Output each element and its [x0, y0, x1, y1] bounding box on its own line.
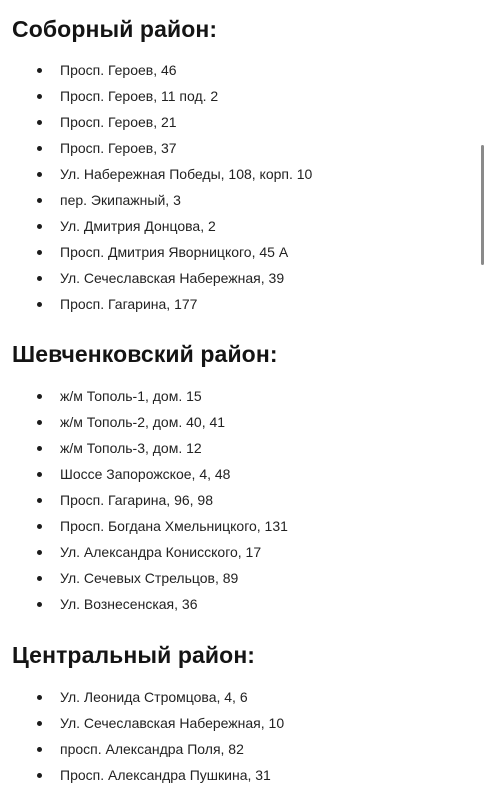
bullet-icon: [37, 446, 42, 451]
bullet-icon: [37, 172, 42, 177]
bullet-icon: [37, 747, 42, 752]
bullet-icon: [37, 773, 42, 778]
bullet-icon: [37, 68, 42, 73]
bullet-icon: [37, 695, 42, 700]
scrollbar[interactable]: [481, 145, 484, 265]
bullet-icon: [37, 524, 42, 529]
bullet-icon: [37, 394, 42, 399]
bullet-icon: [37, 302, 42, 307]
bullet-icon: [37, 198, 42, 203]
section-heading: Шевченковский район:: [12, 341, 278, 367]
bullet-icon: [37, 420, 42, 425]
page: Соборный район: Просп. Героев, 46 Просп. Героев, 11 под. 2 Просп. Героев, 21 Просп. Героев, 37 Ул. Набережная Победы, 108, корп. 10 пер. Экипажный, 3 Ул. Дмитрия Донцова, 2 Просп. Дмитрия Яворницкого, 45 А Ул. Сечеславская Набережная, 39 Просп. Гагарина, 177 Шевченковский район: ж/м Тополь-1, дом. 15 ж/м Тополь-2, дом. 40, 41 ж/м Тополь-3, дом. 12 Шоссе Запорожское, 4, 48 Просп. Гагарина, 96, 98 Просп. Богдана Хмельницкого, 131 Ул. Александра Конисского, 17 Ул. Сечевых Стрельцов, 89 Ул. Вознесенская, 36 Центральный район: Ул. Леонида Стромцова, 4, 6 Ул. Сечеславская Набережная, 10 просп. Александра Поля, 82 Просп. Александра Пушкина, 31: [0, 0, 487, 800]
section-heading: Соборный район:: [12, 16, 218, 42]
bullet-icon: [37, 550, 42, 555]
bullet-icon: [37, 250, 42, 255]
bullet-icon: [37, 224, 42, 229]
bullet-icon: [37, 94, 42, 99]
section-heading: Центральный район:: [12, 642, 256, 668]
bullet-icon: [37, 721, 42, 726]
bullet-icon: [37, 146, 42, 151]
bullet-icon: [37, 602, 42, 607]
bullet-icon: [37, 120, 42, 125]
bullet-icon: [37, 576, 42, 581]
bullet-icon: [37, 276, 42, 281]
bullet-icon: [37, 472, 42, 477]
bullet-icon: [37, 498, 42, 503]
